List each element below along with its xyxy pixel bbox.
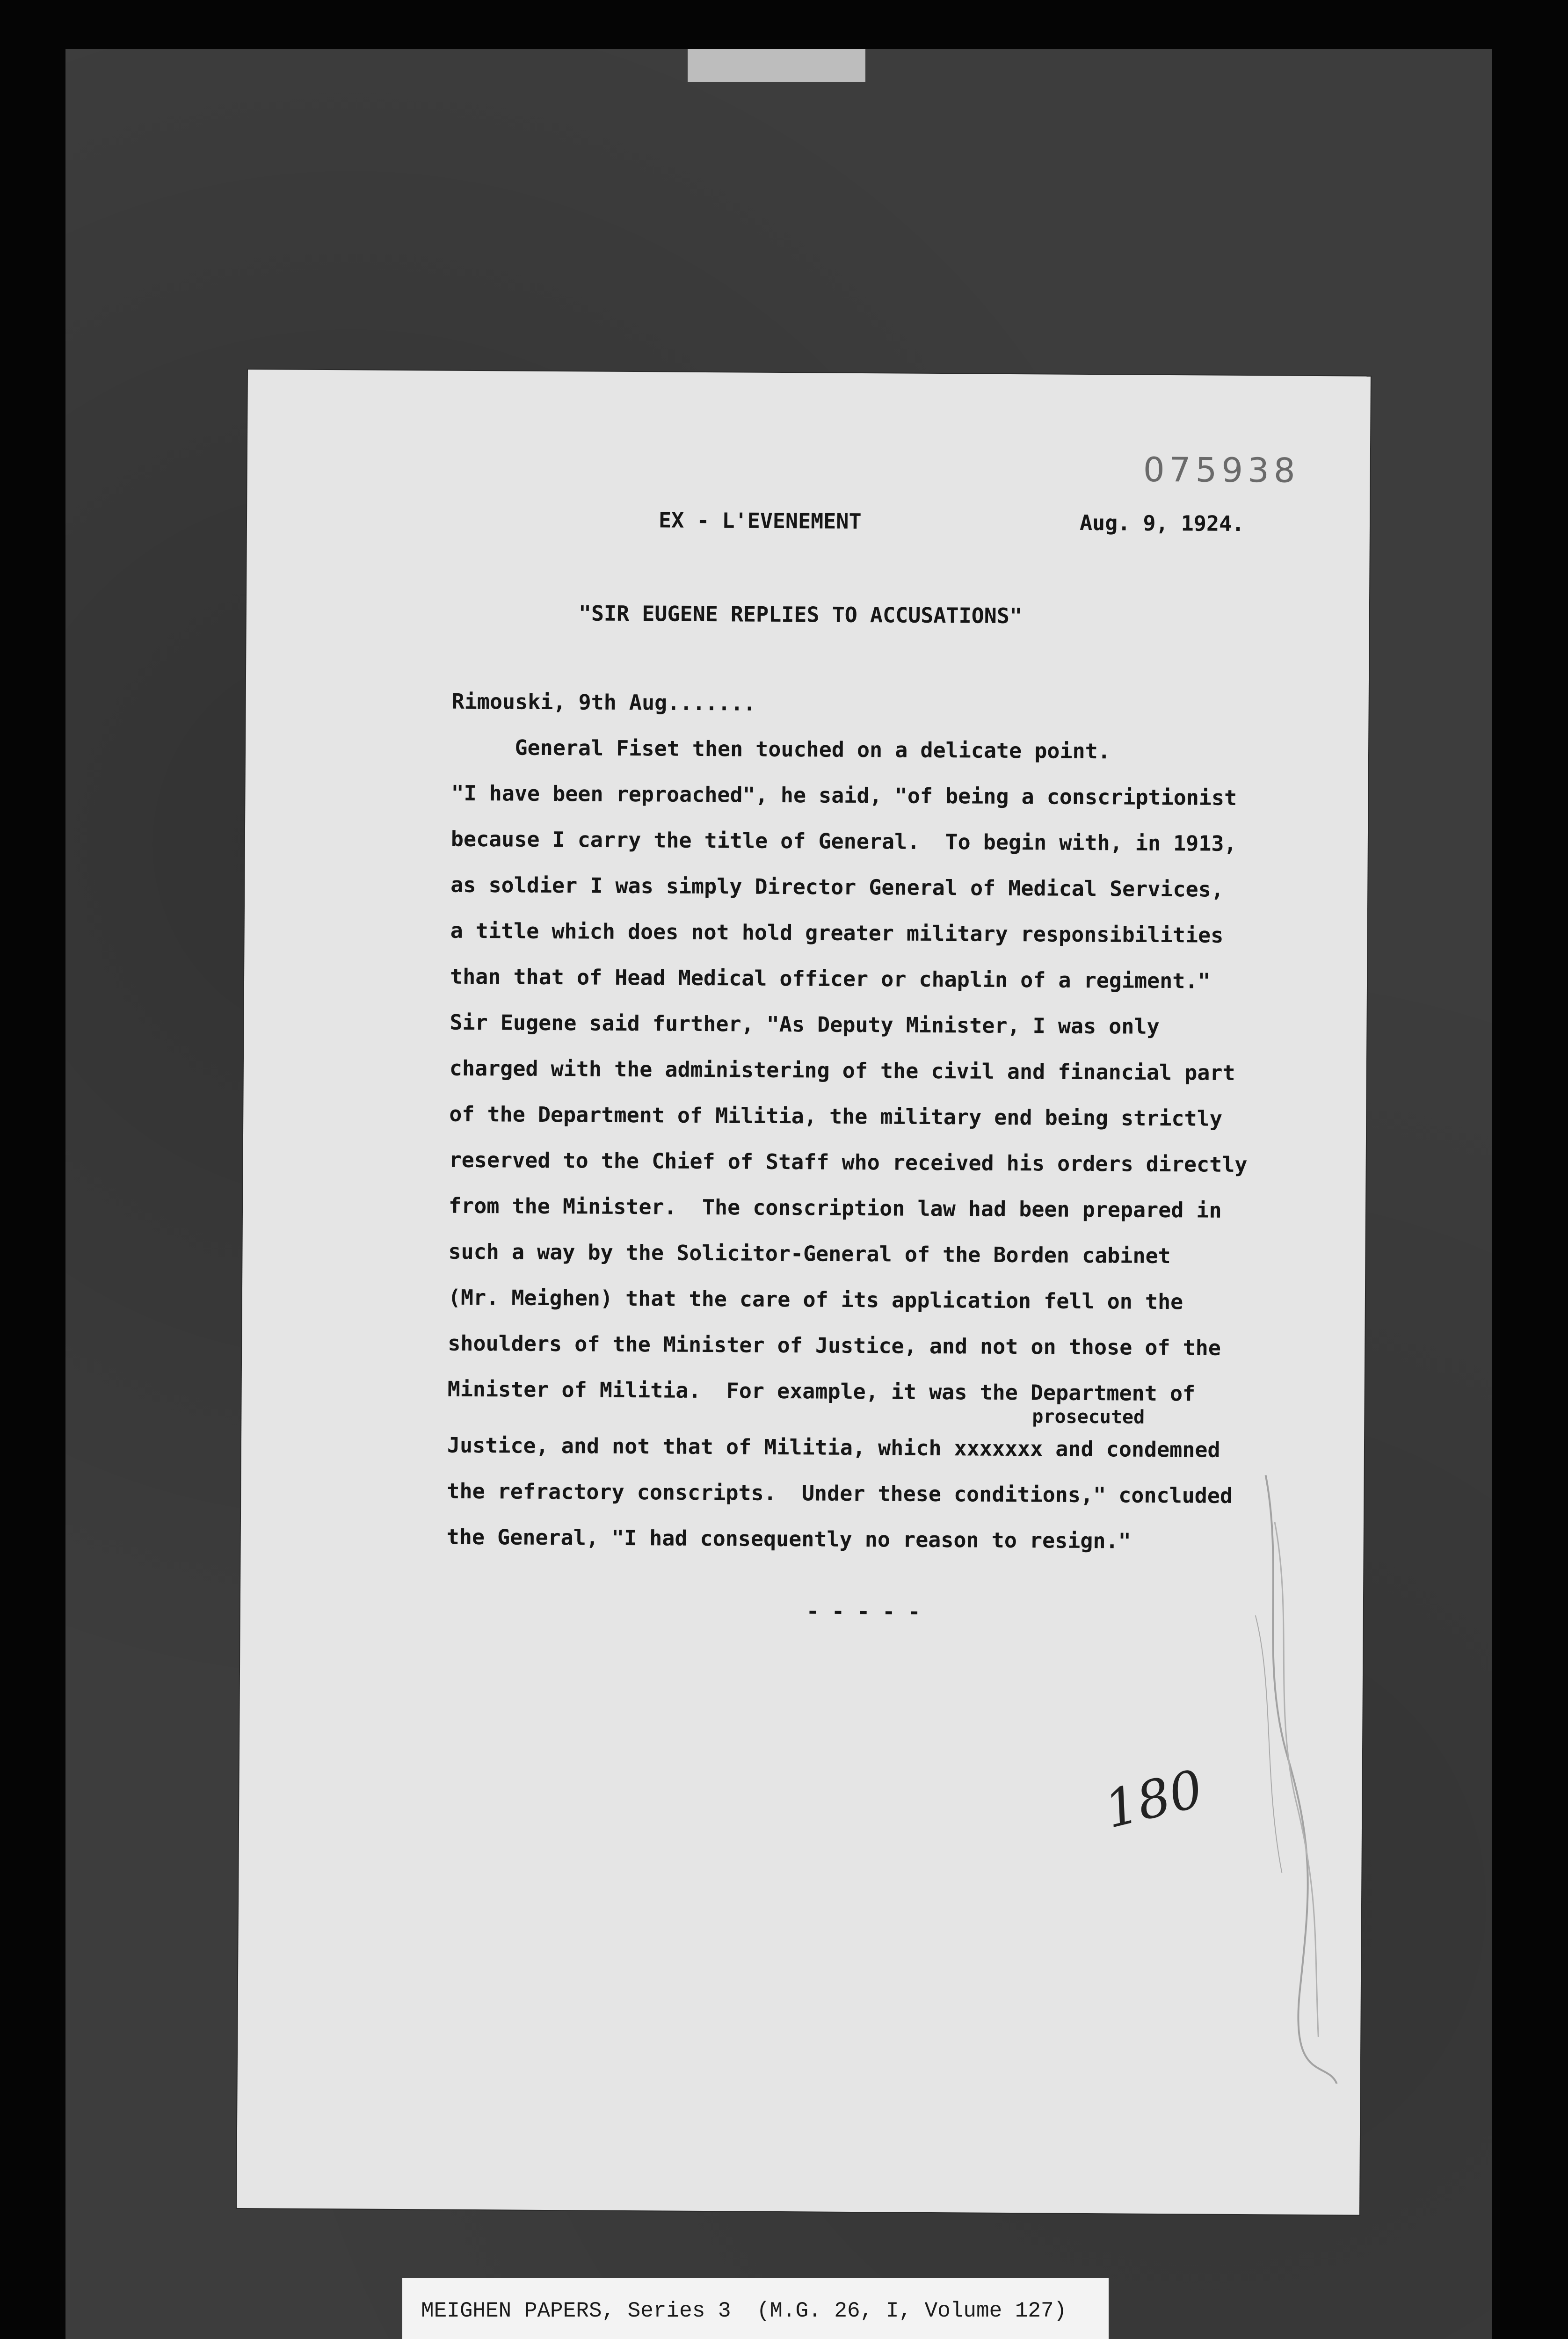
- section-separator: - - - - -: [806, 1598, 921, 1624]
- body-line: shoulders of the Minister of Justice, and not on those of the: [448, 1330, 1221, 1360]
- document-date: Aug. 9, 1924.: [1079, 510, 1245, 537]
- body-line: Rimouski, 9th Aug.......: [451, 689, 756, 716]
- body-line: such a way by the Solicitor-General of the Borden cabinet: [448, 1239, 1171, 1269]
- document-number: 075938: [1143, 450, 1300, 490]
- document-source: EX - L'EVENEMENT: [658, 508, 862, 534]
- body-line: charged with the administering of the civil and financial part: [449, 1055, 1235, 1085]
- body-line: (Mr. Meighen) that the care of its application fell on the: [448, 1285, 1183, 1315]
- collection-caption: MEIGHEN PAPERS, Series 3 (M.G. 26, I, Volume 127): [402, 2278, 1109, 2339]
- body-line: Minister of Militia. For example, it was the Department of: [447, 1376, 1196, 1406]
- body-line: "I have been reproached", he said, "of being a conscriptionist: [451, 780, 1237, 810]
- body-line: Justice, and not that of Militia, which xxxxxxx and condemned: [447, 1432, 1220, 1462]
- paper-crease: [1243, 1475, 1350, 2084]
- body-line: Sir Eugene said further, "As Deputy Minister, I was only: [450, 1010, 1160, 1039]
- body-line: reserved to the Chief of Staff who received his orders directly: [449, 1147, 1248, 1177]
- body-line: a title which does not hold greater military responsibilities: [450, 918, 1224, 948]
- body-line: the refractory conscripts. Under these conditions," concluded: [447, 1478, 1233, 1508]
- typed-insertion: prosecuted: [1032, 1406, 1145, 1428]
- body-line: from the Minister. The conscription law had been prepared in: [448, 1193, 1222, 1223]
- body-line: of the Department of Militia, the military end being strictly: [449, 1101, 1223, 1131]
- document-sheet: [237, 370, 1371, 2215]
- document-title: "SIR EUGENE REPLIES TO ACCUSATIONS": [578, 601, 1023, 629]
- body-line: as soldier I was simply Director General of Medical Services,: [450, 872, 1224, 902]
- body-line: because I carry the title of General. To begin with, in 1913,: [450, 826, 1237, 856]
- film-tab: [688, 49, 865, 82]
- body-line: than that of Head Medical officer or chaplin of a regiment.": [450, 964, 1211, 994]
- body-line: General Fiset then touched on a delicate point.: [451, 734, 1111, 764]
- handwritten-folio-number: 180: [1099, 1758, 1209, 1840]
- body-line: the General, "I had consequently no reason to resign.": [446, 1524, 1131, 1554]
